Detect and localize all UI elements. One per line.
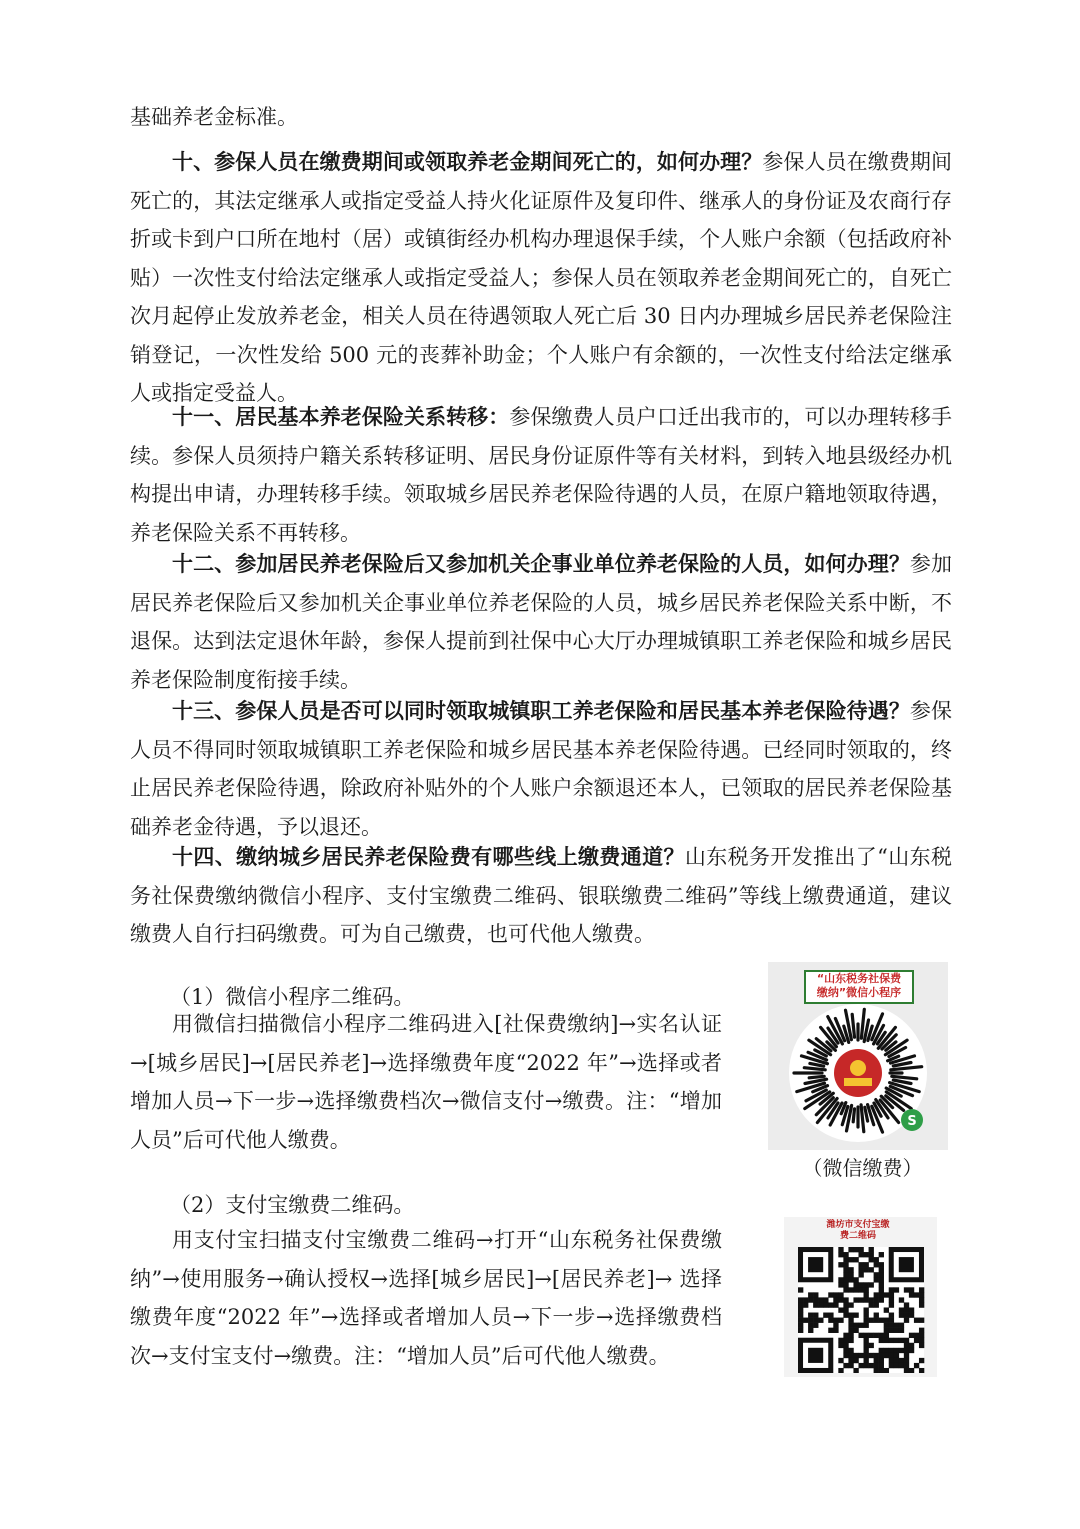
svg-text:S: S <box>907 1114 917 1129</box>
wechat-banner-line2: 缴纳”微信小程序 <box>816 986 902 999</box>
alipay-qr-code[interactable] <box>786 1247 936 1373</box>
paragraph-10 <box>130 143 952 413</box>
answer-13: 参保人员不得同时领取城镇职工养老保险和城乡居民基本养老保险待遇。已经同时领取的，终止居民养老保险待遇，除政府补贴外的个人账户余额退还本人，已领取的居民养老保险基础养老金待遇，予以退还。 <box>130 699 953 839</box>
wechat-banner-line1: “山东税务社保费 <box>816 972 902 985</box>
wechat-heading: （1）微信小程序二维码。 <box>170 985 415 1009</box>
paragraph-13 <box>130 692 952 846</box>
wechat-instructions: 用微信扫描微信小程序二维码进入[社保费缴纳]→实名认证→[城乡居民]→[居民养老]→选择缴费年度“2022 年”→选择或者增加人员→下一步→选择缴费档次→微信支付→缴费。注：“增加人员”后可代他人缴费。 <box>130 1012 722 1152</box>
wechat-qr-card <box>768 962 948 1150</box>
answer-12: 参加居民养老保险后又参加机关企事业单位养老保险的人员，城乡居民养老保险关系中断，不退保。达到法定退休年龄，参保人提前到社保中心大厅办理城镇职工养老保险和城乡居民养老保险制度衔接手续。 <box>130 552 953 692</box>
alipay-qr-banner <box>814 1220 902 1242</box>
paragraph-12 <box>130 545 952 699</box>
question-10: 十、参保人员在缴费期间或领取养老金期间死亡的，如何办理？ <box>172 149 763 174</box>
question-13: 十三、参保人员是否可以同时领取城镇职工养老保险和居民基本养老保险待遇？ <box>172 698 910 723</box>
wechat-qr-caption: （微信缴费） <box>802 1156 923 1180</box>
paragraph-continued: 基础养老金标准。 <box>130 105 298 129</box>
answer-14: 山东税务开发推出了“山东税务社保费缴纳微信小程序、支付宝缴费二维码、银联缴费二维码”等线上缴费通道，建议缴费人自行扫码缴费。可为自己缴费，也可代他人缴费。 <box>130 845 952 946</box>
alipay-qr-card <box>784 1217 937 1377</box>
wechat-qr-banner <box>804 970 914 1004</box>
answer-10: 参保人员在缴费期间死亡的，其法定继承人或指定受益人持火化证原件及复印件、继承人的身份证及农商行存折或卡到户口所在地村（居）或镇街经办机构办理退保手续，个人账户余额（包括政府补贴）一次性支付给法定继承人或指定受益人；参保人员在领取养老金期间死亡的，自死亡次月起停止发放养老金，相关人员在待遇领取人死亡后 30 日内办理城乡居民养老保险注销登记，一次性发给 500 元的丧葬补助金；个人账户有余额的，一次性支付给法定继承人或指定受益人。 <box>130 150 953 405</box>
question-11: 十一、居民基本养老保险关系转移： <box>172 404 510 429</box>
alipay-heading: （2）支付宝缴费二维码。 <box>170 1193 415 1217</box>
answer-11: 参保缴费人员户口迁出我市的，可以办理转移手续。参保人员须持户籍关系转移证明、居民身份证原件等有关材料，到转入地县级经办机构提出申请，办理转移手续。领取城乡居民养老保险待遇的人员，在原户籍地领取待遇，养老保险关系不再转移。 <box>130 405 953 545</box>
question-14: 十四、缴纳城乡居民养老保险费有哪些线上缴费通道？ <box>172 844 685 869</box>
question-12: 十二、参加居民养老保险后又参加机关企事业单位养老保险的人员，如何办理？ <box>172 551 910 576</box>
alipay-banner-line2: 费二维码 <box>839 1231 876 1241</box>
alipay-banner-line1: 潍坊市支付宝缴 <box>826 1220 890 1230</box>
paragraph-11 <box>130 398 952 552</box>
alipay-instructions: 用支付宝扫描支付宝缴费二维码→打开“山东税务社保费缴纳”→使用服务→确认授权→选择[城乡居民]→[居民养老]→ 选择缴费年度“2022 年”→选择或者增加人员→下一步→选择缴费档次→支付宝支付→缴费。注：“增加人员”后可代他人缴费。 <box>130 1228 722 1368</box>
wechat-mini-program-code[interactable] <box>784 1002 932 1144</box>
paragraph-14 <box>130 838 952 954</box>
